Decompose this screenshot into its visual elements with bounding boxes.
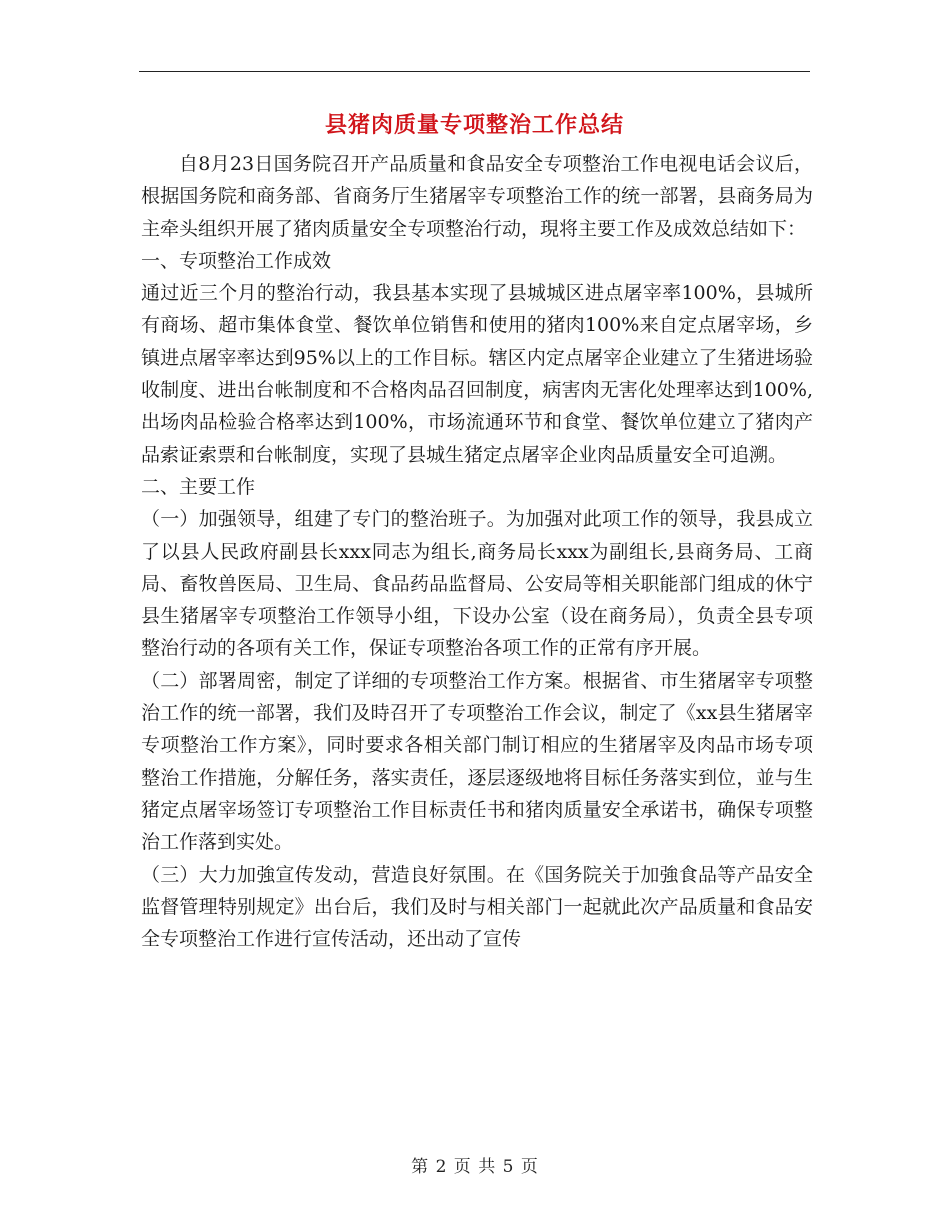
header-rule [139, 71, 810, 72]
body-paragraph: （二）部署周密，制定了详细的专项整治工作方案。根据省、市生猪屠宰专项整治工作的统一部署，我们及時召开了专项整治工作会议，制定了《xx县生猪屠宰专项整治工作方案》，同时要求各相关部门制订相应的生猪屠宰及肉品市场专项整治工作措施，分解任务，落实责任，逐层逐级地将目标任务落实到位，並与生猪定点屠宰场签订专项整治工作目标责任书和猪肉质量安全承诺书，确保专项整治工作落到实处。 [141, 669, 813, 854]
body-paragraph: 通过近三个月的整治行动，我县基本实现了县城城区进点屠宰率100%，县城所有商场、超市集体食堂、餐饮单位销售和使用的猪肉100%来自定点屠宰场，乡镇进点屠宰率达到95%以上的工作目标。辖区内定点屠宰企业建立了生猪进场验收制度、进出台帐制度和不合格肉品召回制度，病害肉无害化处理率达到100%,出场肉品检验合格率达到100%，市场流通环节和食堂、餐饮单位建立了猪肉产品索证索票和台帐制度，实现了县城生猪定点屠宰企业肉品质量安全可追溯。 [141, 282, 813, 466]
page-number: 第 2 页 共 5 页 [411, 1157, 539, 1177]
document-title: 县猪肉质量专项整治工作总结 [324, 112, 624, 138]
section-heading-1: 一、专项整治工作成效 [141, 249, 332, 272]
section-heading-2: 二、主要工作 [141, 475, 256, 498]
intro-paragraph: 自8月23日国务院召开产品质量和食品安全专项整治工作电视电话会议后，根据国务院和商务部、省商务厅生猪屠宰专项整治工作的统一部署，县商务局为主牵头组织开展了猪肉质量安全专项整治行动，現将主要工作及成效总结如下： [141, 153, 813, 240]
body-paragraph: （三）大力加強宣传发动，营造良好氛围。在《国务院关于加強食品等产品安全监督管理特别规定》出台后，我们及时与相关部门一起就此次产品质量和食品安全专项整治工作进行宣传活动，还出动了宣传 [141, 863, 813, 951]
body-paragraph: （一）加强领导，组建了专门的整治班子。为加强对此项工作的领导，我县成立了以县人民政府副县长xxx同志为组长,商务局长xxx为副组长,县商务局、工商局、畜牧兽医局、卫生局、食品药品监督局、公安局等相关职能部门组成的休宁县生猪屠宰专项整治工作领导小组，下设办公室（设在商务局），负责全县专项整治行动的各项有关工作，保证专项整治各项工作的正常有序开展。 [141, 508, 813, 660]
document-body [141, 148, 813, 955]
